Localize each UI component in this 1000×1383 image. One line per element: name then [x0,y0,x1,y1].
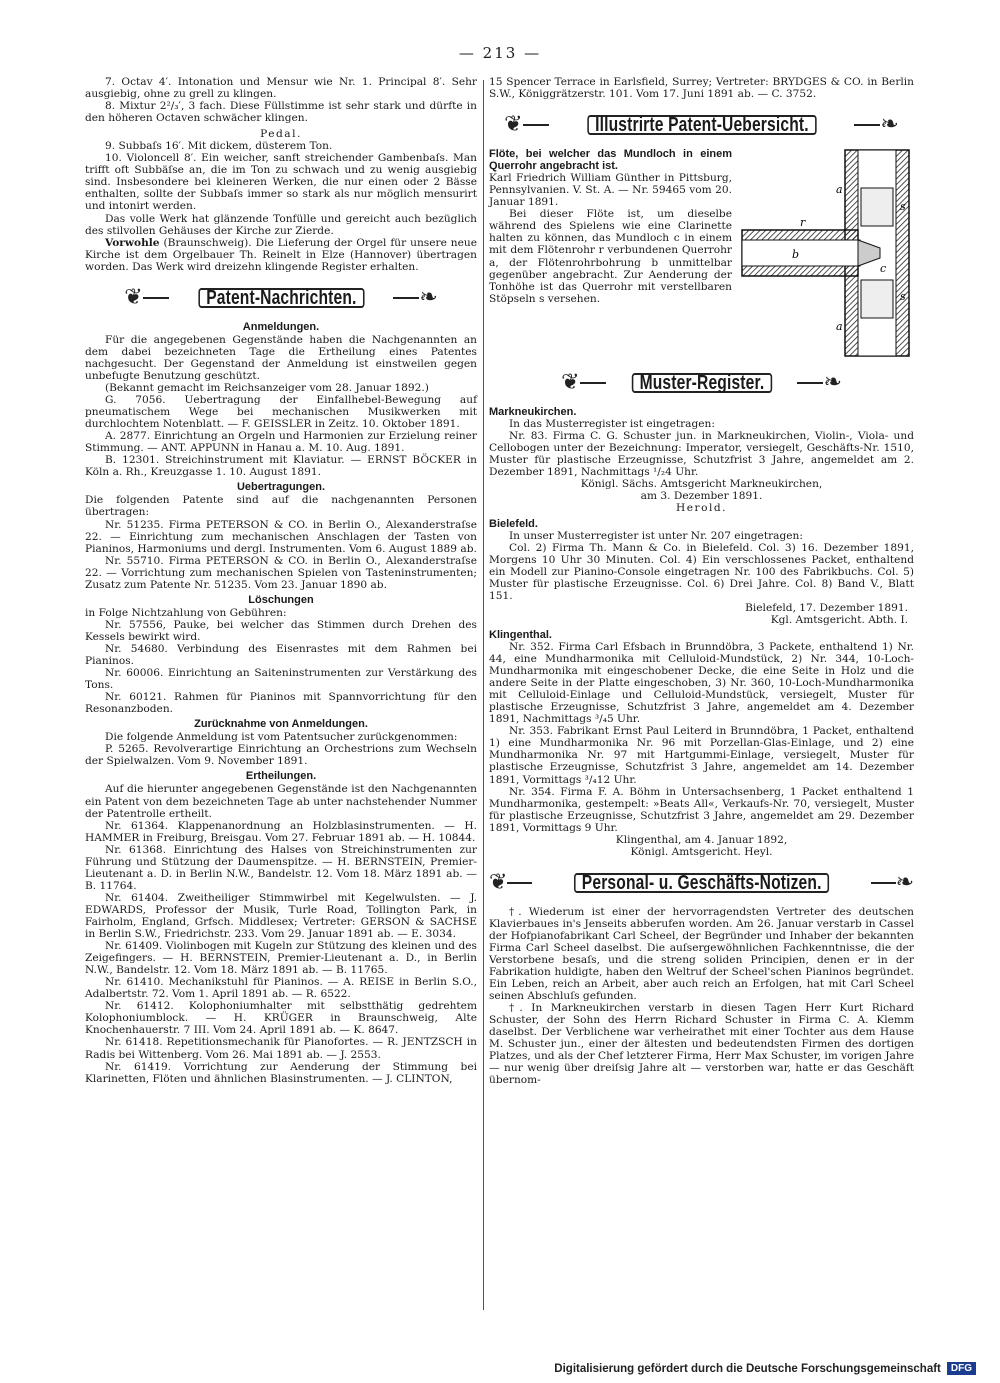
section-heading: Uebertragungen. [236,481,325,494]
paragraph: (Bekannt gemacht im Reichsanzeiger vom 28. Januar 1892.) [105,381,429,394]
signature-line: Klingenthal, am 4. Januar 1892, [615,833,788,846]
right-column [489,76,914,1087]
patent-nachrichten-banner [85,284,477,310]
patent-description: Bei dieser Flöte ist, um dieselbe während des Spielens wie eine Clarinette halten zu können, das Mundloch c in einem mit dem Flötenrohr r verbundenen Querrohr a, der Flötenrohrbohrung b unmittelbar gegenüber angebracht. Zur Aenderung der Tonhöhe ist das Querrohr mit verstellbaren Stöpseln s versehen. [489,208,732,305]
register-entry: Col. 2) Firma Th. Mann & Co. in Bielefeld. Col. 3) 16. Dezember 1891, Morgens 10 Uhr 30 Minuten. Col. 4) Ein verschlossenes Packet, enthaltend ein Modell zur Pianino-Console eingetragen Nr. 100 des Fabrikbuchs. Col. 5) Muster für plastische Erzeugnisse. Col. 6) Drei Jahre. Col. 8) Band V., Blatt 151. [489,541,914,602]
register-entry: Nr. 354. Firma F. A. Böhm in Untersachsenberg, 1 Packet enthaltend 1 Mundharmonika, gestempelt: »Beats All«, Verkaufs-Nr. 70, versiegelt, Muster für plastische Erzeugnisse, Schutzfrist 3 Jahre, angemeldet am 29. Dezember 1891, Vormittags 9 Uhr. [489,785,914,834]
section-heading: Zurücknahme von Anmeldungen. [194,718,368,731]
list-item: Nr. 60006. Einrichtung an Saiteninstrumenten zur Verstärkung des Tons. [85,667,477,692]
ornament-line [523,124,549,126]
stoepsel-bottom [861,280,893,318]
label-s-bottom: s [900,290,906,304]
register-entry: Nr. 83. Firma C. G. Schuster jun. in Markneukirchen, Violin-, Viola- und Cellobogen unter der Bezeichnung: Imperator, versiegelt, Geschäfts-Nr. 1510, Muster für plastische Erzeugnisse, Schutzfrist 3 Jahre, angemeldet am 2. Dezember 1891, Nachmittags ¹/₂4 Uhr. [489,430,914,479]
label-b: b [792,248,800,262]
label-s-top: s [900,200,906,214]
signature-line: Herold. [676,502,727,515]
signature-line: Königl. Amtsgericht. Heyl. [630,845,773,858]
ornament-line [143,297,169,299]
paragraph: 8. Mixtur 2²/₃′, 3 fach. Diese Füllstimme ist sehr stark und dürfte in den höheren Octaven schwächer klingen. [85,100,477,125]
section-heading: Ertheilungen. [245,770,317,783]
label-a-bottom: a [836,320,843,334]
register-entry: Nr. 353. Fabrikant Ernst Paul Leiterd in Brunndöbra, 1 Packet, enthaltend 1) eine Mundharmonika Nr. 96 mit Porzellan-Glas-Einlage, und 2) eine Mundharmonika Nr. 97 mit Hartgummi-Einlage, versiegelt, Muster für plastische Erzeugnisse, Schutzfrist 3 Jahre, angemeldet am 14. Dezember 1891, Vormittags ³/₄12 Uhr. [489,725,914,786]
list-item: Nr. 61364. Klappenanordnung an Holzblasinstrumenten. — H. HAMMER in Freiburg, Breisgau. Vom 27. Februar 1891 ab. — H. 10844. [85,819,477,844]
list-item: A. 2877. Einrichtung an Orgeln und Harmonien zur Erzielung reiner Stimmung. — ANT. APPUNN in Hanau a. M. 10. Aug. 1891. [85,430,477,455]
paragraph: Auf die hierunter angegebenen Gegenstände ist den Nachgenannten ein Patent von dem bezeichneten Tage ab unter nachstehender Nummer der Patentrolle ertheilt. [85,783,477,820]
label-r: r [800,216,806,230]
stoepsel-top [861,188,893,226]
paragraph: Die folgenden Patente sind auf die nachgenannten Personen übertragen: [85,494,477,519]
label-c: c [880,262,887,276]
personal-notizen-banner [489,869,914,895]
signature-line: Kgl. Amtsgericht. Abth. I. [770,613,908,626]
list-item: Nr. 60121. Rahmen für Pianinos mit Spannvorrichtung für den Resonanzboden. [85,691,477,716]
vorwohle-text: (Braunschweig). Die Lieferung der Orgel für unsere neue Kirche ist dem Orgelbauer Th. Reinelt in Elze (Hannover) übertragen worden. Das Werk wird dreizehn klingende Register erhalten. [85,236,477,273]
floete-text-block [489,148,732,358]
column-divider [483,80,484,1310]
list-item: Nr. 61410. Mechanikstuhl für Pianinos. — A. REISE in Berlin S.O., Adalbertstr. 72. Vom 1. April 1891 ab. — R. 6522. [85,976,477,1001]
ornament-icon: ❧ [895,869,914,895]
notice: †. Wiederum ist einer der hervorragendsten Vertreter des deutschen Klavierbaues in's Jenseits abberufen worden. Am 26. Januar verstarb in Cassel der Hofpianofabrikant Carl Scheel, der Begründer und Inhaber der bekannten Firma Carl Scheel daselbst. Die auſsergewöhnlichen Fachkenntnisse, die der Verstorbene besaſs, und die streng soliden Principien, denen er in der Fabrikation huldigte, haben den Weltruf der Scheel'schen Pianinos begründet. Ein Leben, reich an Arbeit, aber auch reich an Erfolgen, hat mit Carl Scheel seinen Abschluſs gefunden. [489,905,914,1003]
list-item: Nr. 61409. Violinbogen mit Kugeln zur Stützung des kleinen und des Zeigefingers. — H. BERNSTEIN, Premier-Lieutenant a. D., in Berlin N.W., Bandelstr. 12. Vom 18. März 1891 ab. — B. 11765. [85,940,477,977]
ornament-line [580,382,606,384]
list-item: Nr. 61419. Vorrichtung zur Aenderung der Stimmung bei Klarinetten, Flöten und ähnlichen Blasinstrumenten. — J. CLINTON, [85,1060,477,1085]
illustrirte-patent-uebersicht-banner [489,114,914,136]
paragraph: In das Musterregister ist eingetragen: [509,418,715,431]
signature-line: Königl. Sächs. Amtsgericht Markneukirchen, [580,478,823,491]
paragraph: Die folgende Anmeldung ist vom Patentsucher zurückgenommen: [105,731,458,744]
list-item: Nr. 55710. Firma PETERSON & CO. in Berlin O., Alexanderstraſse 22. — Vorrichtung zum mechanischen Spielen von Tasteninstrumenten; Zusatz zum Patente Nr. 51235. Vom 23. Januar 1890 ab. [85,554,477,591]
place-heading: Markneukirchen. [489,406,577,419]
paragraph [85,237,477,273]
footer-credit [554,1362,976,1375]
signature-line: am 3. Dezember 1891. [640,490,763,503]
floete-patent [489,148,914,358]
ornament-line [507,882,531,884]
place-heading: Bielefeld. [489,517,538,530]
section-heading: Anmeldungen. [242,320,320,333]
paragraph: In unser Musterregister ist unter Nr. 207 eingetragen: [509,529,803,542]
paragraph: 7. Octav 4′. Intonation und Mensur wie Nr. 1. Principal 8′. Sehr ausgiebig, ohne zu grell zu klingen. [85,76,477,101]
ornament-line [871,882,895,884]
ornament-icon: ❦ [124,284,143,310]
ornament-icon: ❧ [880,112,899,138]
signature-line: Bielefeld, 17. Dezember 1891. [745,601,908,614]
paragraph: Das volle Werk hat glänzende Tonfülle und gereicht auch bezüglich des stilvollen Gehäuses der Kirche zur Zierde. [85,212,477,237]
place-heading: Klingenthal. [489,628,552,641]
paragraph: 9. Subbaſs 16′. Mit dickem, düsterem Ton. [105,140,333,153]
credit-text: Digitalisierung gefördert durch die Deutsche Forschungsgemeinschaft [554,1362,941,1375]
list-item: P. 5265. Revolverartige Einrichtung an Orchestrions zum Wechseln der Spielwalzen. Vom 9. November 1891. [85,743,477,768]
page-number: — 213 — [458,44,542,62]
patent-meta: Karl Friedrich William Günther in Pittsburg, Pennsylvanien. V. St. A. — Nr. 59465 vom 20. Januar 1891. [489,172,732,209]
floetenrohr-inner [742,240,860,266]
list-item: Nr. 54680. Verbindung des Eisenrastes mit dem Rahmen bei Pianinos. [85,642,477,668]
list-item: B. 12301. Streichinstrument mit Klaviatur. — ERNST BÖCKER in Köln a. Rh., Kreuzgasse 1. 10. August 1891. [85,454,477,479]
label-a-top: a [836,183,843,197]
muster-register-banner [489,372,914,394]
patent-title: Flöte, bei welcher das Mundloch in einem Querrohr angebracht ist. [489,148,732,173]
list-item: Nr. 61368. Einrichtung des Halses von Streichinstrumenten zur Führung und Stützung der Daumenspitze. — H. BERNSTEIN, Premier-Lieutenant a. D. in Berlin N.W., Bandelstr. 12. Vom 18. März 1891 ab. — B. 11764. [85,843,477,892]
list-item: Nr. 51235. Firma PETERSON & CO. in Berlin O., Alexanderstraſse 22. — Einrichtung zum mechanischen Anschlagen der Tasten von Pianinos, Harmoniums und dergl. Instrumenten. Vom 6. August 1889 ab. [85,518,477,555]
ornament-icon: ❦ [489,869,508,895]
vorwohle-label: Vorwohle [105,236,160,249]
dfg-logo: DFG [947,1362,976,1375]
paragraph: 15 Spencer Terrace in Earlsfield, Surrey; Vertreter: BRYDGES & CO. in Berlin S.W., Königgrätzerstr. 101. Vom 17. Juni 1891 ab. — C. 3752. [489,76,914,101]
banner-title: Patent-Nachrichten. [198,288,364,308]
banner-title: Illustrirte Patent-Uebersicht. [587,115,816,135]
section-heading: Löschungen [248,593,314,606]
paragraph: Für die angegebenen Gegenstände haben die Nachgenannten an dem dabei bezeichneten Tage die Ertheilung eines Patentes nachgesucht. Der Gegenstand der Anmeldung ist einstweilen gegen unbefugte Benutzung geschützt. [85,333,477,382]
list-item: Nr. 61418. Repetitionsmechanik für Pianofortes. — R. JENTZSCH in Radis bei Wittenberg. Vom 26. Mai 1891 ab. — J. 2553. [85,1036,477,1061]
list-item: G. 7056. Uebertragung der Einfallhebel-Bewegung auf pneumatischem Wege bei mechanischen Musikwerken mit durchlochtem Notenblatt. — F. GEISSLER in Zeitz. 10. Oktober 1891. [85,394,477,431]
register-entry: Nr. 352. Firma Carl Efsbach in Brunndöbra, 3 Packete, enthaltend 1) Nr. 44, eine Mundharmonika mit Celluloid-Mundstück, 2) Nr. 344, 10-Loch-Mundharmonika mit eingeschobener Decke, die eine Seite in Holz und die andere Seite in der Platte eingeschoben, 3) Nr. 360, 10-Loch-Mundharmonika mit Celluloid-Einlage und Celluloid-Mundstück, versiegelt, Muster für plastische Erzeugnisse, Schutzfrist 3 Jahre, angemeldet am 4. Dezember 1891, Nachmittags ³/₄5 Uhr. [489,640,914,726]
left-column [85,76,477,1085]
ornament-icon: ❦ [504,112,523,138]
paragraph: 10. Violoncell 8′. Ein weicher, sanft streichender Gambenbaſs. Man trifft oft Subbäſse an, die im Ton zu schwach und zu wenig ausgiebig sind. Insbesondere bei kleineren Werken, die nur einen oder 2 Bässe enthalten, sollte der Subbaſs immer so stark als nur möglich mensurirt und intonirt werden. [85,152,477,213]
ornament-line [393,297,419,299]
flute-diagram [740,148,914,358]
ornament-line [797,382,823,384]
notice: †. In Markneukirchen verstarb in diesen Tagen Herr Kurt Richard Schuster, der Sohn des Herrn Richard Schuster in Firma C. A. Klemm daselbst. Der Verblichene war verheirathet mit einer Tochter aus dem Hause M. Schuster jun., einer der ältesten und bedeutendsten Firmen des dortigen Platzes, und als der Chef letzterer Firma, Herr Max Schuster, im vorigen Jahre — nur wenig über dreiſsig Jahre alt — verstorben war, hatte er das Geschäft übernom- [489,1002,914,1087]
ornament-icon: ❧ [823,370,842,396]
pedal-heading: Pedal. [260,128,302,141]
list-item: Nr. 61412. Kolophoniumhalter mit selbstthätig gedrehtem Kolophoniumblock. — H. KRÜGER in Braunschweig, Alte Knochenhauerstr. 7 III. Vom 24. April 1891 ab. — K. 8647. [85,1000,477,1037]
list-item: Nr. 61404. Zweitheiliger Stimmwirbel mit Kegelwulsten. — J. EDWARDS, Professor der Musik, Turle Road, Tollington Park, in Fairholm, England, Grfsch. Middlesex; Vertreter: GERSON & SACHSE in Berlin S.W., Friedrichstr. 233. Vom 29. Januar 1891 ab. — E. 3034. [85,891,477,941]
banner-title: Muster-Register. [631,373,771,393]
ornament-icon: ❦ [561,370,580,396]
ornament-icon: ❧ [419,284,438,310]
list-item: Nr. 57556, Pauke, bei welcher das Stimmen durch Drehen des Kessels bewirkt wird. [85,618,477,643]
ornament-line [854,124,880,126]
banner-title: Personal- u. Geschäfts-Notizen. [574,873,829,893]
paragraph: in Folge Nichtzahlung von Gebühren: [85,606,287,619]
